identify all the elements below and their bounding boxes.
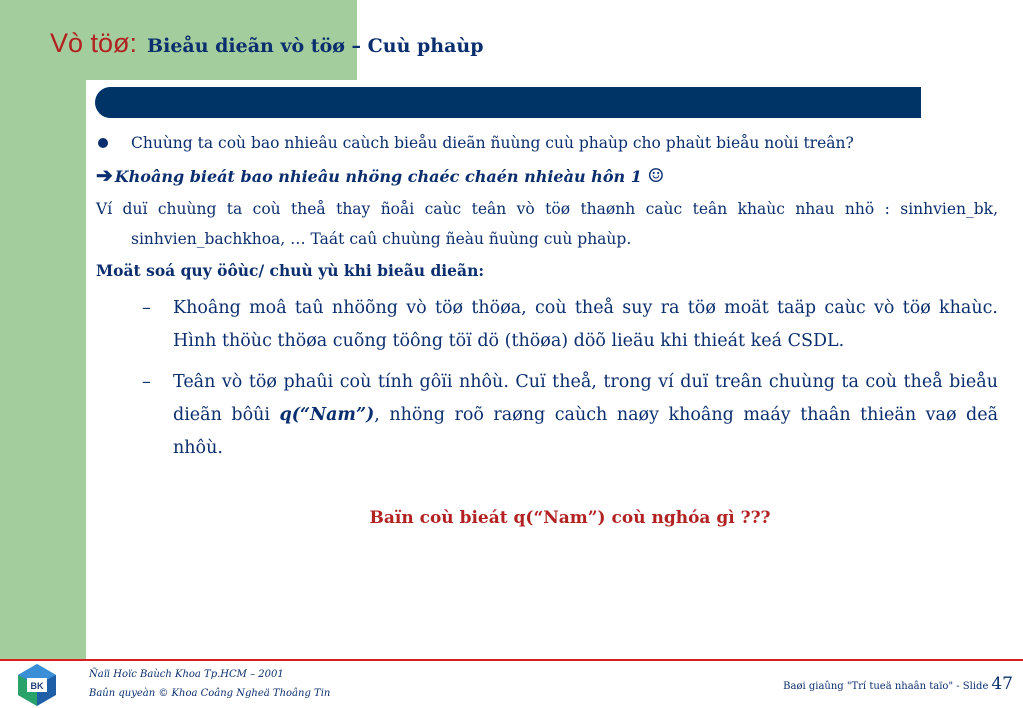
course-label: Baøi giaûng "Trí tueä nhaân taïo" - Slide	[783, 681, 989, 692]
rule-item	[96, 366, 998, 465]
answer-line	[96, 162, 998, 190]
rule-text: Khoâng moâ taû nhöõng vò töø thöøa, coù theå suy ra töø moät taäp caùc vò töø khaùc. Hình thöùc thöøa cuõng töông töï dö (thöøa) döõ lieäu khi thieát keá CSDL.	[173, 298, 998, 351]
university-logo	[14, 662, 60, 708]
title-main: Vò töø:	[50, 28, 138, 58]
dash-icon: –	[142, 372, 151, 392]
footer-credits	[89, 665, 330, 703]
bullet-text: Chuùng ta coù bao nhieâu caùch bieåu dieãn ñuùng cuù phaùp cho phaùt bieåu noùi treân?	[131, 134, 854, 152]
arrow-right-icon: ➔	[96, 163, 113, 187]
footer-line-2: Baûn quyeàn © Khoa Coâng Ngheä Thoâng Tin	[89, 688, 331, 699]
slide-content	[96, 130, 998, 465]
rules-heading: Moät soá quy öôùc/ chuù yù khi bieãu dieãn:	[96, 261, 485, 280]
slide-number: 47	[991, 674, 1013, 694]
title-subtitle: Bieåu dieãn vò töø – Cuù phaùp	[147, 35, 484, 57]
answer-text: Khoâng bieát bao nhieâu nhöng chaéc chaén nhieàu hôn 1	[114, 167, 642, 186]
dash-icon: –	[142, 298, 151, 318]
slide-title	[50, 28, 484, 68]
header-bar	[95, 87, 921, 118]
rule-text-after: , nhöng roõ raøng caùch naøy khoâng maáy thaân thieän vaø deã nhôù.	[173, 405, 999, 458]
smiley-icon: ☺	[647, 165, 665, 187]
footer-slide-info	[783, 674, 1013, 694]
example-paragraph: Ví duï chuùng ta coù theå thay ñoåi caùc teân vò töø thaønh caùc teân khaùc nhau nhö : sinhvien_bk, sinhvien_bachkhoa, … Taát caû chuùng ñeàu ñuùng cuù phaùp.	[96, 200, 998, 248]
bullet-question	[96, 130, 998, 156]
rule-item	[96, 292, 998, 358]
rule-emphasis: q(“Nam”)	[279, 405, 375, 425]
logo-text: BK	[30, 681, 44, 691]
footer-divider	[0, 659, 1023, 661]
green-side-band	[0, 0, 86, 660]
bullet-dot-icon	[98, 138, 108, 148]
closing-question: Baïn coù bieát q(“Nam”) coù nghóa gì ???	[369, 508, 771, 528]
rule-text-before: Teân vò töø phaûi coù tính gôïi nhôù. Cuï theå, trong ví duï treân chuùng ta coù theå bieåu dieãn bôûi	[173, 372, 998, 425]
footer-line-1: Ñaïi Hoïc Baùch Khoa Tp.HCM – 2001	[89, 669, 284, 680]
